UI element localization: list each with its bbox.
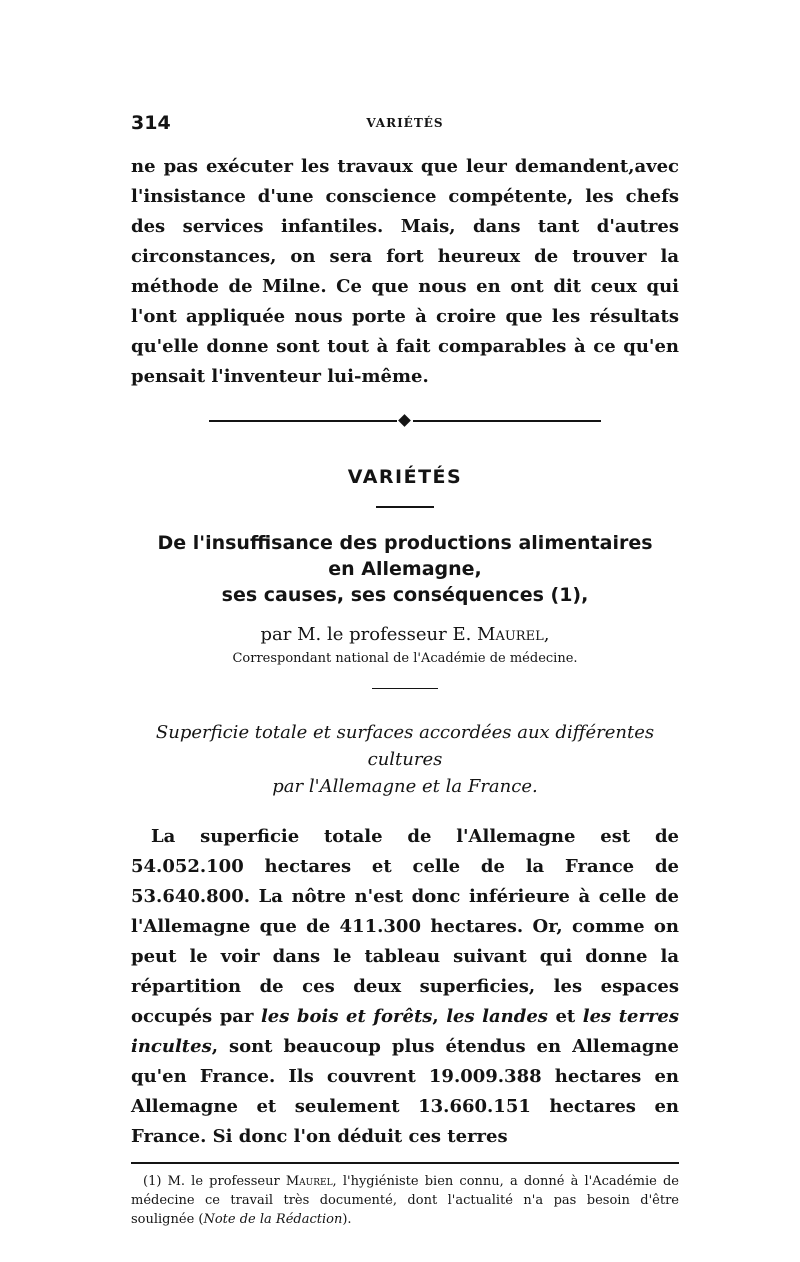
running-title: VARIÉTÉS [366,116,444,130]
subheading [131,719,679,800]
footnote-rule [131,1162,679,1164]
footnote [131,1172,679,1229]
diamond-icon [398,414,411,427]
section-rule [376,506,434,508]
divider-line-right [413,420,601,422]
body-paragraph [131,822,679,1152]
author-affiliation: Correspondant national de l'Académie de médecine. [232,650,578,666]
footnote-middle: , l'hygiéniste bien connu, a donné à l'Académie de médecine ce travail très documenté, dont l'actualité n'a pas besoin d'être soulignée ( [131,1173,680,1227]
byline-suffix: , [543,623,550,645]
running-header [131,112,679,140]
section-title: VARIÉTÉS [347,466,463,488]
divider-line-left [209,420,397,422]
body-text-part-1: La superficie totale de l'Allemagne est de 54.052.100 hectares et celle de la France de 53.640.800. La nôtre n'est donc inférieure à celle de l'Allemagne que de 411.300 hectares. Or, comme on peut le voir dans le tableau suivant qui donne la répartition de ces deux superficies, les espaces occupés par [131,826,679,1027]
article-title [131,530,679,608]
body-separator-1: , [432,1006,447,1027]
document-page [131,112,679,1242]
byline [131,624,679,646]
ornamental-divider [209,414,601,428]
footnote-author-name: Maurel [285,1173,333,1189]
page-number: 314 [131,112,171,134]
footnote-prefix: (1) M. le professeur [143,1173,286,1189]
body-separator-2: et [547,1006,583,1027]
body-italic-landes: les landes [446,1006,548,1027]
author-name: Maurel [477,623,544,645]
subheading-line-1: Superficie totale et surfaces accordées aux différentes cultures [155,722,655,770]
continued-paragraph: ne pas exécuter les travaux que leur demandent,avec l'insistance d'une conscience compétente, les chefs des services infantiles. Mais, dans tant d'autres circonstances, on sera fort heureux de trouver la méthode de Milne. Ce que nous en ont dit ceux qui l'ont appliquée nous porte à croire que les résultats qu'elle donne sont tout à fait comparables à ce qu'en pensait l'inventeur lui-même. [131,156,679,387]
body-italic-bois: les bois et forêts [260,1006,433,1027]
footnote-suffix: ). [342,1211,352,1227]
article-title-line-1: De l'insuffisance des productions alimentaires [157,531,653,554]
title-rule [372,688,438,690]
body-italic-terres: les terres incultes [131,1006,680,1057]
article-title-line-3: ses causes, ses conséquences (1), [221,583,589,606]
byline-prefix: par M. le professeur E. [260,623,478,645]
body-text-part-2: , sont beaucoup plus étendus en Allemagne qu'en France. Ils couvrent 19.009.388 hectares en Allemagne et seulement 13.660.151 hectares en France. Si donc l'on déduit ces terres [131,1036,679,1147]
article-title-line-2: en Allemagne, [328,557,482,580]
subheading-line-2: par l'Allemagne et la France. [272,776,538,797]
footnote-italic: Note de la Rédaction [203,1211,343,1227]
